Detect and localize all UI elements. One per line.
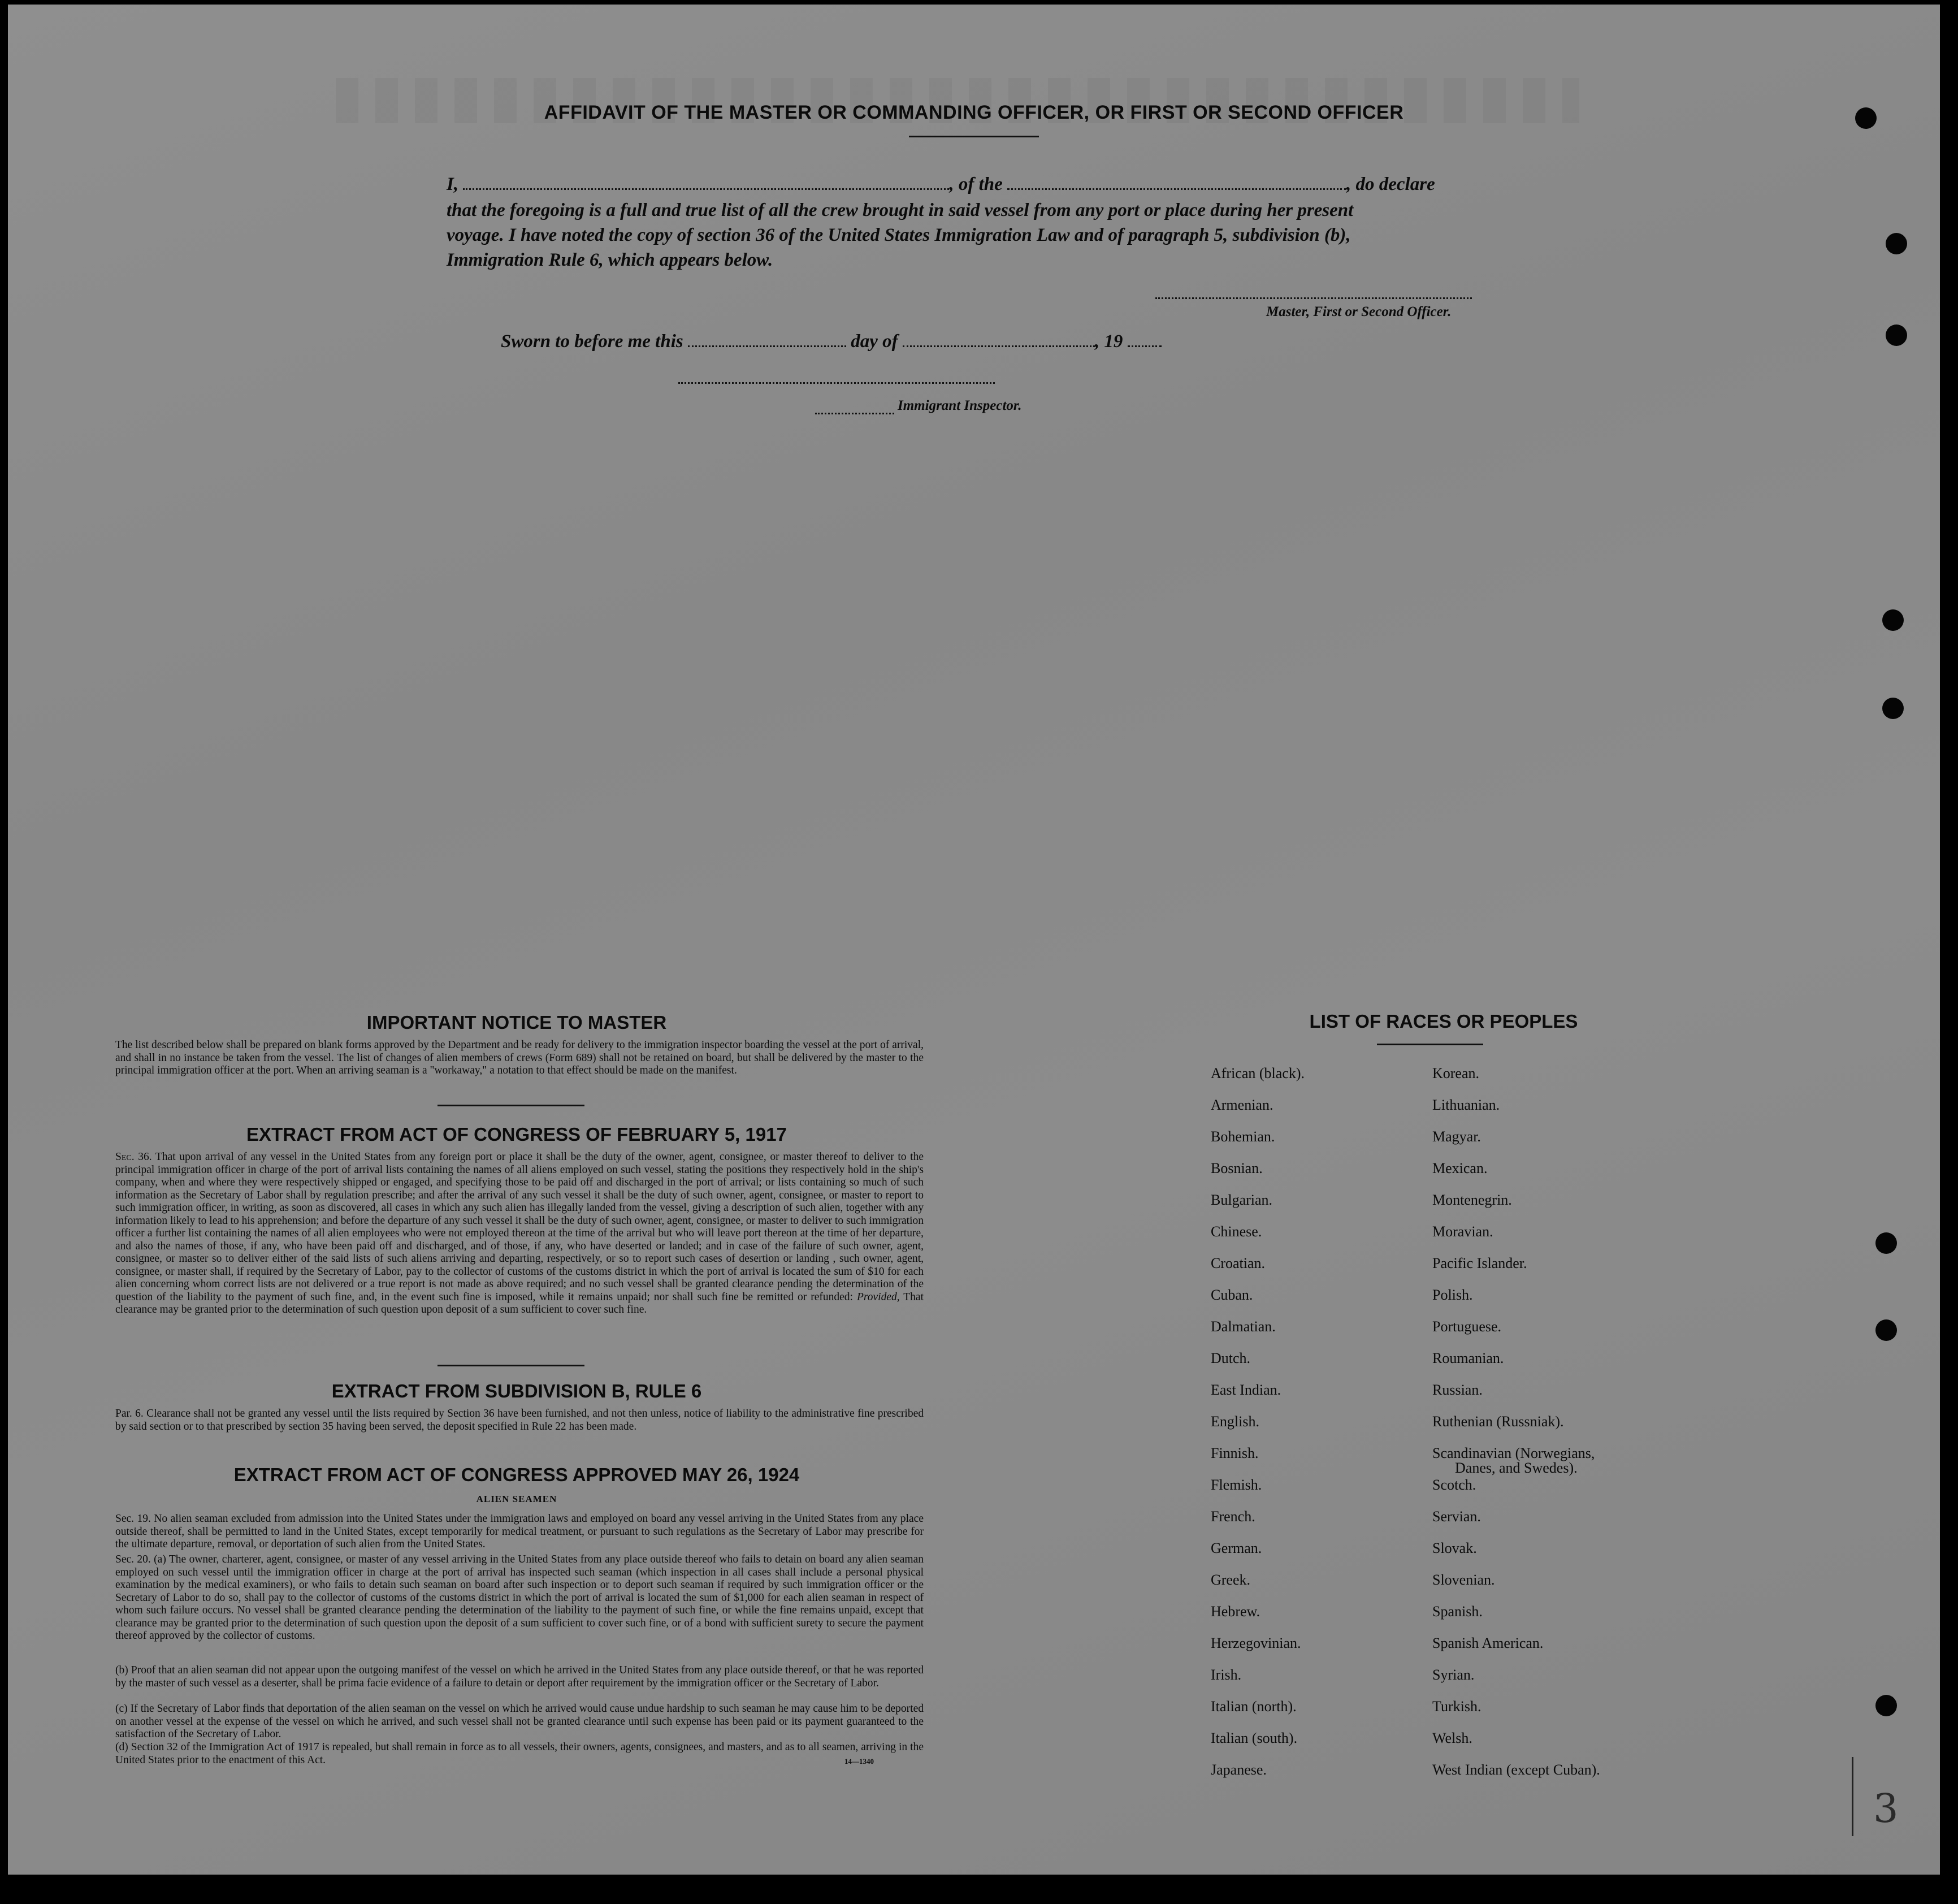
race-item: Servian.: [1432, 1508, 1481, 1525]
sec20c-text: (c) If the Secretary of Labor finds that deportation of the alien seaman on the vessel on which he arrived would cause undue hardship to such seaman he may cause him to be deported on another vessel at the expense of the vessel on which he arrived, and such vessel shall not be granted clearance until such expense has been paid or its payment guaranteed to the satisfaction of the Secretary of Labor.: [115, 1703, 924, 1740]
margin-number: 3: [1873, 1785, 1899, 1832]
sworn-day-field[interactable]: [688, 345, 846, 347]
race-item: Dalmatian.: [1211, 1318, 1276, 1335]
vessel-field[interactable]: [1007, 188, 1346, 190]
affidavit-declare: , do declare: [1346, 174, 1435, 194]
year-text: , 19: [1094, 331, 1123, 352]
affidavit-line1: [447, 172, 1532, 197]
race-item: Spanish.: [1432, 1603, 1483, 1620]
sec20b-text: (b) Proof that an alien seaman did not appear upon the outgoing manifest of the vessel on which he arrived in the United States from any place outside thereof, or that he was reported by the master of such vessel as a deserter, shall be prima facie evidence of a failure to detain or deport after requirement by the immigration officer or the Secretary of Labor.: [115, 1664, 924, 1689]
margin-pencil-mark: [1852, 1757, 1853, 1836]
sec36-end: That clearance may be granted prior to the determination of such question upon deposit of a sum sufficient to cover such fine.: [115, 1291, 924, 1316]
extract-1917-title: EXTRACT FROM ACT OF CONGRESS OF FEBRUARY 5, 1917: [246, 1124, 787, 1145]
race-item: Mexican.: [1432, 1160, 1488, 1176]
alien-seamen-subtitle: ALIEN SEAMEN: [476, 1494, 557, 1504]
race-item: Scandinavian (Norwegians,: [1432, 1445, 1595, 1461]
races-title-rule: [1377, 1044, 1483, 1045]
race-item: African (black).: [1211, 1065, 1305, 1081]
race-item: Croatian.: [1211, 1255, 1266, 1271]
rule6-text: Par. 6. Clearance shall not be granted any vessel until the lists required by Section 36 have been furnished, and not then unless, notice of liability to the administrative fine prescribed by said section or to that prescribed by section 35 having been served, the deposit specified in Rule 22 has been made.: [115, 1408, 924, 1433]
sec36-label: Sec. 36.: [115, 1151, 152, 1163]
race-item: Welsh.: [1432, 1730, 1472, 1746]
race-item: Bosnian.: [1211, 1160, 1263, 1176]
race-item: Montenegrin.: [1432, 1192, 1512, 1208]
punch-hole: [1882, 698, 1904, 719]
notice-rule: [437, 1105, 584, 1106]
race-item: Syrian.: [1432, 1667, 1475, 1683]
race-item: Turkish.: [1432, 1698, 1482, 1715]
race-item: Greek.: [1211, 1572, 1251, 1588]
affidavit-line4: Immigration Rule 6, which appears below.: [447, 250, 773, 270]
affidavit-i: I,: [447, 174, 459, 194]
race-item: Armenian.: [1211, 1097, 1273, 1113]
race-item: Ruthenian (Russniak).: [1432, 1413, 1564, 1430]
race-item: Cuban.: [1211, 1287, 1253, 1303]
race-item: Flemish.: [1211, 1477, 1262, 1493]
affidavit-of-the: , of the: [949, 174, 1003, 194]
race-item: Lithuanian.: [1432, 1097, 1500, 1113]
affidavit-line3: voyage. I have noted the copy of section 36 of the United States Immigration Law and of paragraph 5, subdivision (b),: [447, 225, 1351, 245]
race-item: Irish.: [1211, 1667, 1242, 1683]
race-item: Korean.: [1432, 1065, 1480, 1081]
year-field[interactable]: [1128, 345, 1162, 347]
race-item: Bulgarian.: [1211, 1192, 1273, 1208]
notice-text: The list described below shall be prepared on blank forms approved by the Department and be ready for delivery to the immigration inspector boarding the vessel at the port of arrival, and shall in no instance be taken from the vessel. The list of changes of alien members of crews (Form 689) shall not be retained on board, but shall be delivered by the master to the principal immigration officer at the port. When an arriving seaman is a "workaway," a notation to that effect should be made on the manifest.: [115, 1039, 924, 1076]
affidavit-line2: that the foregoing is a full and true list of all the crew brought in said vessel from any port or place during her present: [447, 200, 1354, 220]
race-item: Slovak.: [1432, 1540, 1477, 1556]
punch-hole: [1886, 233, 1907, 254]
punch-hole: [1882, 609, 1904, 631]
race-item: Herzegovinian.: [1211, 1635, 1301, 1651]
inspector-dotted-lead: [815, 413, 894, 414]
race-item: Danes, and Swedes).: [1455, 1460, 1578, 1476]
race-item: Finnish.: [1211, 1445, 1259, 1461]
punch-hole: [1875, 1319, 1897, 1341]
race-item: Moravian.: [1432, 1223, 1493, 1240]
name-field[interactable]: [463, 188, 949, 190]
provided-word: Provided,: [856, 1291, 900, 1303]
form-sheet: [8, 5, 1940, 1875]
extract-1917-text: [115, 1151, 924, 1317]
race-item: Japanese.: [1211, 1762, 1267, 1778]
race-item: German.: [1211, 1540, 1262, 1556]
master-signature-label: Master, First or Second Officer.: [1266, 304, 1452, 319]
inspector-label: Immigrant Inspector.: [898, 398, 1022, 413]
sworn-month-field[interactable]: [903, 345, 1095, 347]
affidavit-title: AFFIDAVIT OF THE MASTER OR COMMANDING OFFICER, OR FIRST OR SECOND OFFICER: [544, 102, 1404, 123]
race-item: French.: [1211, 1508, 1255, 1525]
race-item: Bohemian.: [1211, 1128, 1275, 1145]
form-number: 14—1340: [844, 1757, 874, 1765]
punch-hole: [1875, 1695, 1897, 1716]
race-item: Russian.: [1432, 1382, 1483, 1398]
punch-hole: [1855, 107, 1877, 129]
race-item: Italian (south).: [1211, 1730, 1298, 1746]
punch-hole: [1875, 1232, 1897, 1254]
sworn-line: [501, 329, 1292, 354]
race-item: Dutch.: [1211, 1350, 1251, 1366]
races-title: LIST OF RACES OR PEOPLES: [1309, 1011, 1578, 1032]
master-signature-line[interactable]: [1155, 297, 1472, 299]
extract-1917-rule: [437, 1365, 584, 1366]
sec20a-text: Sec. 20. (a) The owner, charterer, agent, consignee, or master of any vessel arriving in the United States from any place outside thereof who fails to detain on board any alien seaman employed on such vessel until the immigration officer in charge at the port of arrival has inspected such seaman (which inspection in all cases shall include a personal physical examination by the medical examiners), or who fails to detain such seaman on board after such inspection or to deport such seaman if required by such immigration officer or the Secretary of Labor to do so, shall pay to the collector of customs of the customs district in which the port of arrival is located the sum of $1,000 for each alien seaman in respect of whom such failure occurs. No vessel shall be granted clearance pending the determination of the liability to the payment of such fine, or while the fine remains unpaid, except that clearance may be granted prior to the determination of such question upon the deposit of a sum sufficient to cover such fine, or of a bond with sufficient surety to secure the payment thereof approved by the collector of customs.: [115, 1554, 924, 1642]
sworn-text: Sworn to before me this: [501, 331, 683, 352]
race-item: Roumanian.: [1432, 1350, 1504, 1366]
race-item: English.: [1211, 1413, 1259, 1430]
race-item: Italian (north).: [1211, 1698, 1297, 1715]
race-item: Chinese.: [1211, 1223, 1262, 1240]
rule6-title: EXTRACT FROM SUBDIVISION B, RULE 6: [331, 1381, 702, 1401]
race-item: Scotch.: [1432, 1477, 1476, 1493]
race-item: Magyar.: [1432, 1128, 1481, 1145]
race-item: Slovenian.: [1432, 1572, 1495, 1588]
sec36-body: That upon arrival of any vessel in the United States from any foreign port or place it shall be the duty of the owner, agent, consignee, or master thereof to deliver to the principal immigration officer in charge of the port of arrival lists containing the names of all aliens employed on such vessel, stating the positions they respectively hold in the ship's company, when and where they were respectively shipped or engaged, and specifying those to be paid off and discharged in the port of arrival; or lists containing so much of such information as the Secretary of Labor shall by regulation prescribe; and after the arrival of any such vessel it shall be the duty of such owner, agent, consignee, or master to report to such immigration officer, in writing, as soon as discovered, all cases in which any such alien has illegally landed from the vessel, giving a description of such alien, together with any information likely to lead to his apprehension; and before the departure of any such vessel it shall be the duty of such owner, agent, consignee, or master to deliver to such immigration officer a further list containing the names of all alien employees who were not employed thereon at the time of the arrival but who will leave port thereon at the time of her departure, and also the names of those, if any, who have been paid off and discharged, and of those, if any, who have deserted or landed; and in case of the failure of such owner, agent, consignee, or master so to deliver either of the said lists of such aliens arriving and departing, respectively, or so to report such cases of desertion or landing , such owner, agent, consignee, or master shall, if required by the Secretary of Labor, pay to the collector of customs of the customs district in which the port of arrival is located the sum of $10 for each alien concerning whom correct lists are not delivered or a true report is not made as above required; and no such vessel shall be granted clearance pending the determination of the question of the liability to the payment of such fine, and, in the event such fine is imposed, while it remains unpaid; nor shall such fine be remitted or refunded:: [115, 1151, 924, 1303]
race-item: Pacific Islander.: [1432, 1255, 1527, 1271]
race-item: Portuguese.: [1432, 1318, 1502, 1335]
race-item: East Indian.: [1211, 1382, 1281, 1398]
race-item: Hebrew.: [1211, 1603, 1260, 1620]
extract-1924-title: EXTRACT FROM ACT OF CONGRESS APPROVED MAY 26, 1924: [233, 1464, 800, 1485]
inspector-signature-line[interactable]: [678, 382, 995, 384]
sec19-text: Sec. 19. No alien seaman excluded from admission into the United States under the immigration laws and employed on board any vessel arriving in the United States from any place outside thereof, shall be permitted to land in the United States, except temporarily for medical treatment, or pursuant to such regulations as the Secretary of Labor may prescribe for the ultimate departure, removal, or deportation of such alien from the United States.: [115, 1513, 924, 1550]
notice-title: IMPORTANT NOTICE TO MASTER: [366, 1012, 667, 1033]
sec20d-text: (d) Section 32 of the Immigration Act of 1917 is repealed, but shall remain in force as to all vessels, their owners, agents, consignees, and masters, and as to all seamen, arriving in the United States prior to the enactment of this Act.: [115, 1741, 924, 1766]
race-item: Spanish American.: [1432, 1635, 1544, 1651]
race-item: Polish.: [1432, 1287, 1473, 1303]
affidavit-title-rule: [909, 136, 1039, 137]
day-of-text: day of: [851, 331, 898, 352]
race-item: West Indian (except Cuban).: [1432, 1762, 1600, 1778]
punch-hole: [1886, 324, 1907, 346]
